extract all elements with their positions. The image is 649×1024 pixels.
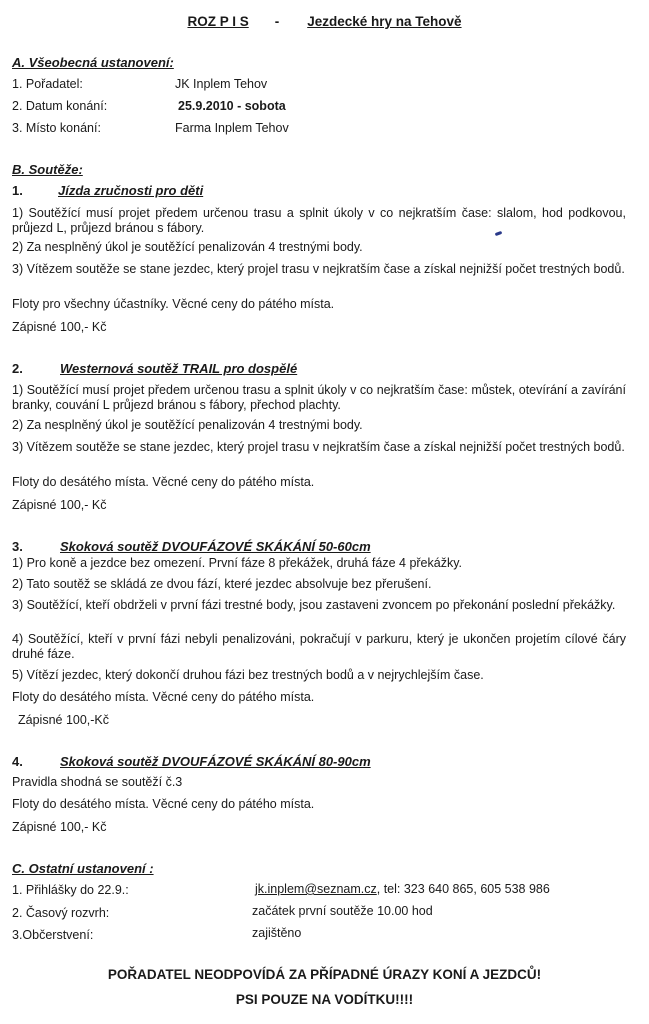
registration-label: 1. Přihlášky do 22.9.: [12,883,129,897]
organizer-label: 1. Pořadatel: [12,77,83,91]
organizer-value: JK Inplem Tehov [175,77,268,91]
registration-contact [255,882,550,897]
comp3-rule-3: 3) Soutěžící, kteří obdrželi v první fázi trestné body, jsou zastaveni zvoncem po překonání poslední překážky. [12,598,616,612]
comp3-fee: Zápisné 100,-Kč [18,713,110,727]
comp4-prizes: Floty do desátého místa. Věcné ceny do pátého místa. [12,797,315,811]
comp4-title: Skoková soutěž DVOUFÁZOVÉ SKÁKÁNÍ 80-90cm [60,754,371,769]
schedule-value: začátek první soutěže 10.00 hod [252,904,433,918]
title-dash: - [274,14,280,29]
ink-mark [495,231,503,236]
date-value: 25.9.2010 - sobota [178,99,286,113]
comp2-rule-1: 1) Soutěžící musí projet předem určenou trasu a splnit úkoly v co nejkratším čase: můstek, otevírání a zavírání branky, couvání L průjezd bránou s fábory, přechod plachty. [12,383,626,412]
comp1-rule-1: 1) Soutěžící musí projet předem určenou trasu a splnit úkoly v co nejkratším čase: slalom, hod podkovou, průjezd L, průjezd bránou s fábory. [12,206,626,235]
phone-numbers: , tel: 323 640 865, 605 538 986 [376,882,550,896]
comp1-title: Jízda zručnosti pro děti [58,183,204,198]
venue-value: Farma Inplem Tehov [175,121,289,135]
comp3-title: Skoková soutěž DVOUFÁZOVÉ SKÁKÁNÍ 50-60cm [60,539,371,554]
comp1-prizes: Floty pro všechny účastníky. Věcné ceny do pátého místa. [12,297,335,311]
comp3-prizes: Floty do desátého místa. Věcné ceny do pátého místa. [12,690,315,704]
comp1-number: 1. [12,183,23,198]
comp2-title: Westernová soutěž TRAIL pro dospělé [60,361,298,376]
comp1-fee: Zápisné 100,- Kč [12,320,107,334]
comp2-prizes: Floty do desátého místa. Věcné ceny do pátého místa. [12,475,315,489]
comp1-rule-3: 3) Vítězem soutěže se stane jezdec, který projel trasu v nejkratším čase a získal nejnižší počet trestných bodů. [12,262,625,276]
section-b-heading: B. Soutěže: [12,162,83,177]
comp3-rule-1: 1) Pro koně a jezdce bez omezení. První fáze 8 překážek, druhá fáze 4 překážky. [12,556,463,570]
comp4-number: 4. [12,754,23,769]
refreshments-label: 3.Občerstvení: [12,928,94,942]
comp2-rule-3: 3) Vítězem soutěže se stane jezdec, který projel trasu v nejkratším čase a získal nejnižší počet trestných bodů. [12,440,625,454]
email-link[interactable]: jk.inplem@seznam.cz [255,882,377,896]
comp4-fee: Zápisné 100,- Kč [12,820,107,834]
title-rozpis: ROZ P I S [187,14,249,29]
comp3-number: 3. [12,539,23,554]
comp4-rules: Pravidla shodná se soutěží č.3 [12,775,183,789]
schedule-label: 2. Časový rozvrh: [12,906,110,920]
section-c-heading: C. Ostatní ustanovení : [12,861,154,876]
venue-label: 3. Místo konání: [12,121,101,135]
refreshments-value: zajištěno [252,926,302,940]
comp3-rule-5: 5) Vítězí jezdec, který dokončí druhou fázi bez trestných bodů a v nejrychlejším čase. [12,668,484,682]
disclaimer: POŘADATEL NEODPOVÍDÁ ZA PŘÍPADNÉ ÚRAZY KONÍ A JEZDCŮ! [107,967,542,982]
document-title [0,15,649,30]
date-label: 2. Datum konání: [12,99,108,113]
comp2-number: 2. [12,361,23,376]
dogs-notice: PSI POUZE NA VODÍTKU!!!! [235,992,414,1007]
comp3-rule-4: 4) Soutěžící, kteří v první fázi nebyli penalizováni, pokračují v parkuru, který je ukončen projetím cílové čáry druhé fáze. [12,632,626,661]
comp1-rule-2: 2) Za nesplněný úkol je soutěžící penalizován 4 trestnými body. [12,240,363,254]
comp2-fee: Zápisné 100,- Kč [12,498,107,512]
comp3-rule-2: 2) Tato soutěž se skládá ze dvou fází, které jezdec absolvuje bez přerušení. [12,577,432,591]
section-a-heading: A. Všeobecná ustanovení: [12,55,174,70]
comp2-rule-2: 2) Za nesplněný úkol je soutěžící penalizován 4 trestnými body. [12,418,363,432]
title-event-name: Jezdecké hry na Tehově [307,14,462,29]
